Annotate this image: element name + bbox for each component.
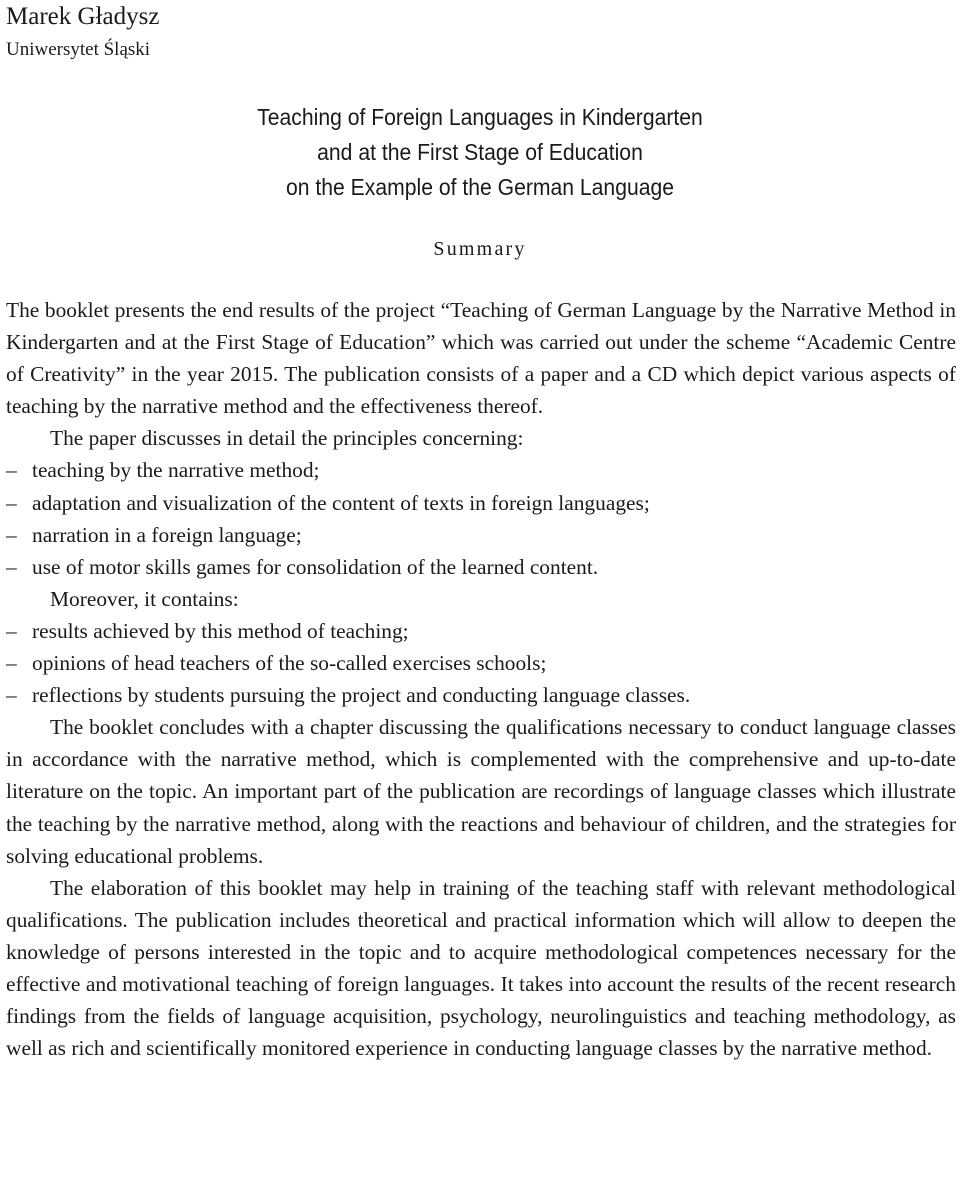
list-dash: – (6, 522, 17, 547)
list-item (6, 454, 956, 486)
list-item-text: teaching by the narrative method; (32, 458, 320, 483)
list-dash: – (6, 683, 17, 708)
list-dash: – (6, 490, 17, 515)
list-item-text: use of motor skills games for consolidation of the learned content. (32, 554, 599, 579)
summary-paragraph-5: The elaboration of this booklet may help in training of the teaching staff with relevant methodological qualifications. The publication includes theoretical and practical information which will allow to deepen the knowledge of persons interested in the topic and to acquire methodological competences necessary for the effective and motivational teaching of foreign languages. It takes into account the results of the recent research findings from the fields of language acquisition, psychology, neurolinguistics and teaching methodology, as well as rich and scientifically monitored experience in conducting language classes by the narrative method. (6, 875, 956, 1061)
list-item-text: adaptation and visualization of the content of texts in foreign languages; (32, 490, 650, 515)
summary-paragraph-3: Moreover, it contains: (50, 586, 239, 611)
title-line-1: Teaching of Foreign Languages in Kindergarten (257, 104, 703, 130)
article-title (48, 100, 912, 205)
title-line-3: on the Example of the German Language (285, 174, 675, 200)
title-line-2: and at the First Stage of Education (317, 139, 643, 165)
list-item (6, 615, 956, 647)
list-item-text: opinions of head teachers of the so-called exercises schools; (32, 651, 547, 676)
contents-list (6, 615, 956, 711)
list-item (6, 647, 956, 679)
list-dash: – (6, 458, 17, 483)
list-item (6, 487, 956, 519)
list-item (6, 519, 956, 551)
principles-list (6, 454, 956, 582)
list-item (6, 679, 956, 711)
list-item-text: narration in a foreign language; (32, 522, 302, 547)
author-name: Marek Gładysz (6, 3, 160, 30)
summary-paragraph-1: The booklet presents the end results of the project “Teaching of German Language by the Narrative Method in Kindergarten and at the First Stage of Education” which was carried out under the scheme “Academic Centre of Creativity” in the year 2015. The publication consists of a paper and a CD which depict various aspects of teaching by the narrative method and the effectiveness thereof. (6, 298, 956, 419)
summary-heading: Summary (433, 238, 527, 260)
summary-body (6, 294, 956, 1064)
author-affiliation: Uniwersytet Śląski (6, 39, 151, 60)
list-item-text: reflections by students pursuing the project and conducting language classes. (32, 683, 691, 708)
summary-paragraph-2: The paper discusses in detail the principles concerning: (50, 426, 524, 451)
summary-paragraph-4: The booklet concludes with a chapter discussing the qualifications necessary to conduct language classes in accordance with the narrative method, which is complemented with the comprehensive and up-to-date literature on the topic. An important part of the publication are recordings of language classes which illustrate the teaching by the narrative method, along with the reactions and behaviour of children, and the strategies for solving educational problems. (6, 715, 956, 868)
list-dash: – (6, 651, 17, 676)
list-item-text: results achieved by this method of teaching; (32, 618, 409, 643)
list-dash: – (6, 554, 17, 579)
list-dash: – (6, 618, 17, 643)
list-item (6, 551, 956, 583)
